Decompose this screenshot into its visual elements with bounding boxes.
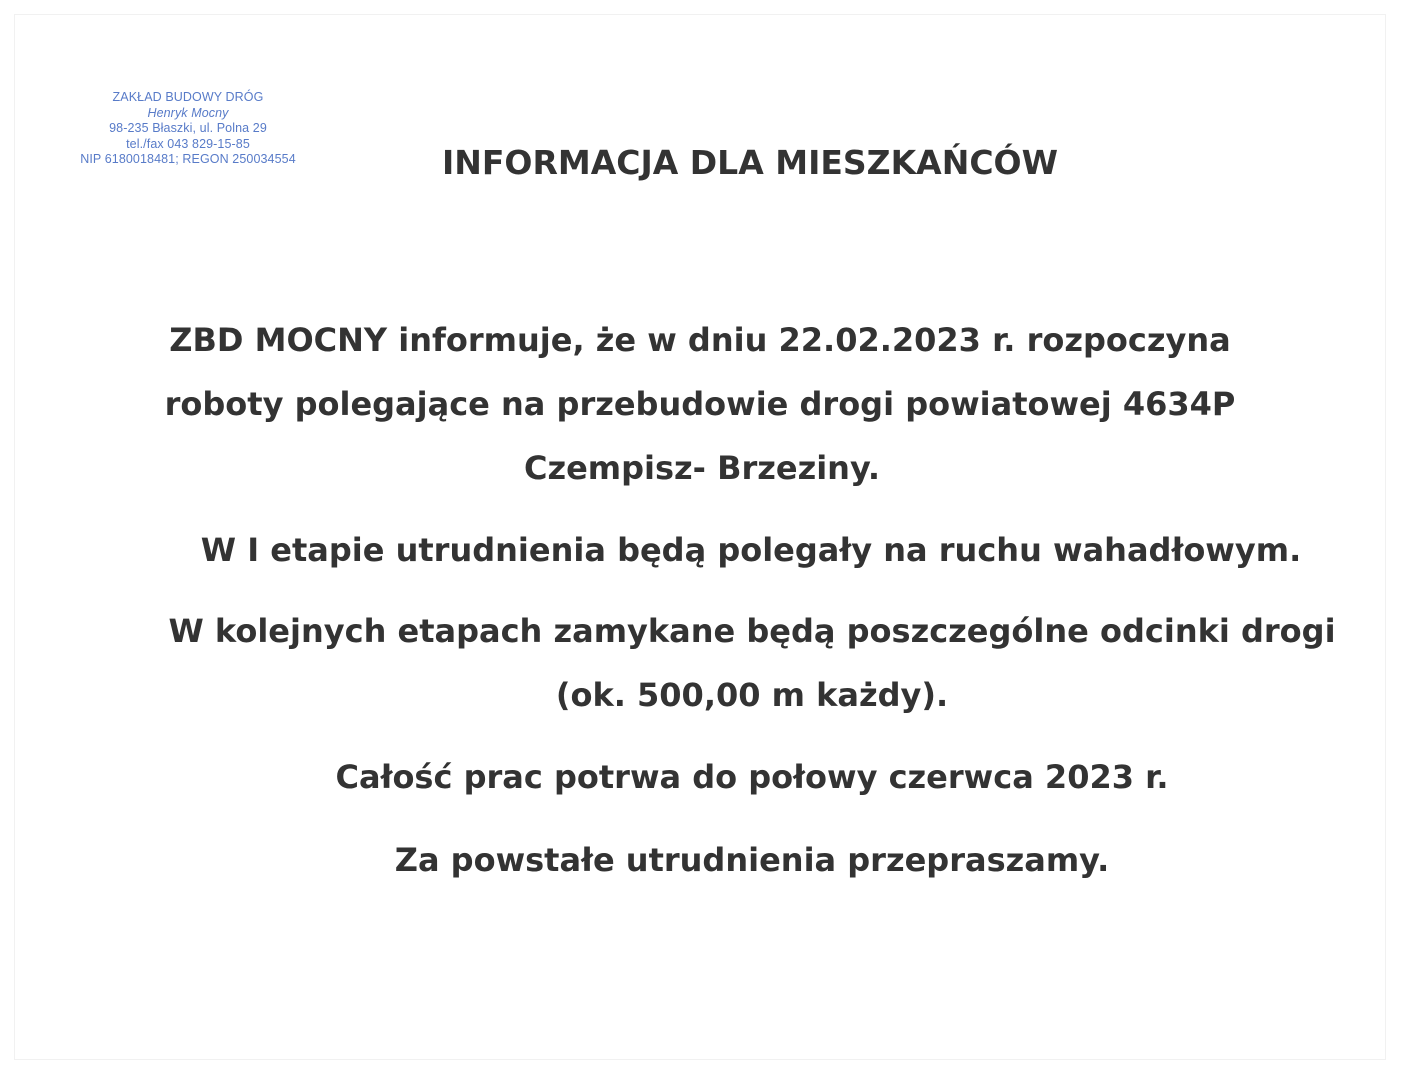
stage-one-line: W I etapie utrudnienia będą polegały na ruchu wahadłowym. [200,531,1302,569]
stamp-owner: Henryk Mocny [147,105,229,120]
next-stages-line-2: (ok. 500,00 m każdy). [555,676,949,714]
stamp-address: 98-235 Błaszki, ul. Polna 29 [109,121,267,135]
paragraph-announcement [0,308,1406,500]
document-title: INFORMACJA DLA MIESZKAŃCÓW [441,143,1058,182]
paragraph-next-stages [0,599,1406,727]
paragraph-stage-one [0,518,1406,582]
apology-line: Za powstałe utrudnienia przepraszamy. [394,841,1110,879]
announcement-line-1: ZBD MOCNY informuje, że w dniu 22.02.2023 r. rozpoczyna [169,321,1231,359]
paragraph-apology [0,828,1406,892]
next-stages-line-1: W kolejnych etapach zamykane będą poszczególne odcinki drogi [168,612,1336,650]
duration-line: Całość prac potrwa do połowy czerwca 2023 r. [335,758,1169,796]
paragraph-duration [0,745,1406,809]
company-stamp [60,90,316,168]
announcement-line-3: Czempisz- Brzeziny. [523,449,881,487]
stamp-ids: NIP 6180018481; REGON 250034554 [80,152,296,166]
stamp-company: ZAKŁAD BUDOWY DRÓG [112,90,264,104]
stamp-phone: tel./fax 043 829-15-85 [126,136,250,151]
announcement-line-2: roboty polegające na przebudowie drogi powiatowej 4634P [164,385,1236,423]
